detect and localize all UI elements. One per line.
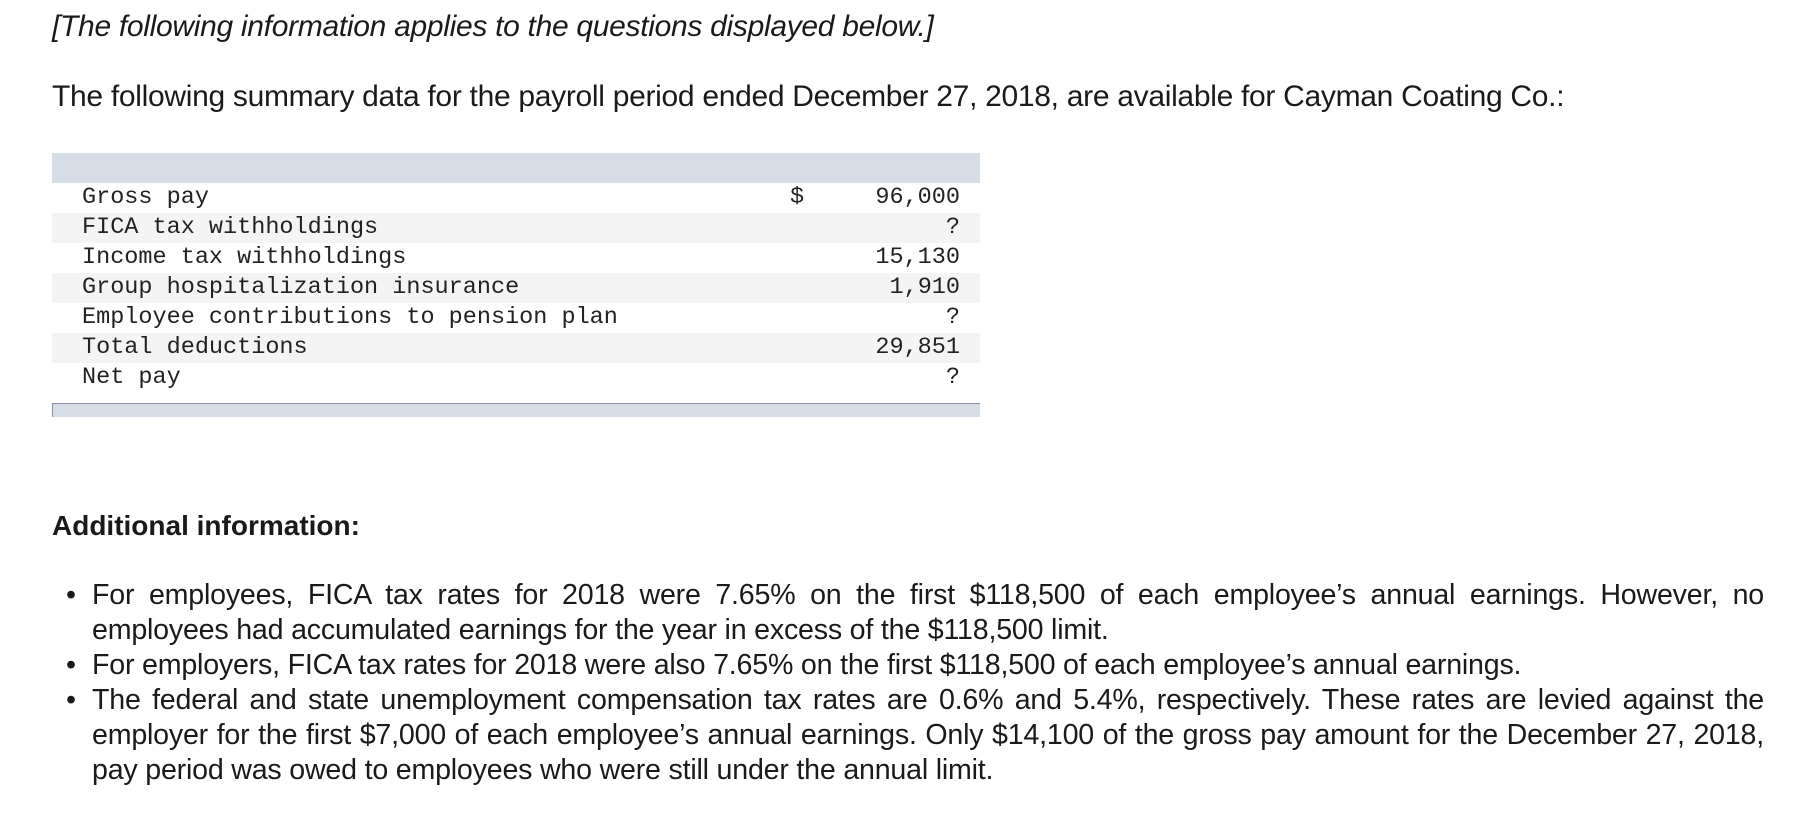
row-value: 29,851	[830, 333, 980, 363]
table-spacer-row	[52, 393, 980, 403]
list-item-text: For employers, FICA tax rates for 2018 were also 7.65% on the first $118,500 of each employee’s annual earnings.	[92, 649, 1522, 681]
row-label: Group hospitalization insurance	[52, 273, 790, 303]
row-label: Net pay	[82, 364, 181, 391]
instructions-note: [The following information applies to the questions displayed below.]	[52, 10, 934, 43]
table-row	[52, 333, 980, 363]
row-value: ?	[945, 364, 960, 391]
bullet-icon: •	[66, 579, 76, 611]
currency-symbol: $	[790, 184, 805, 211]
table-footer-bar	[52, 403, 980, 417]
table-row	[52, 243, 980, 273]
row-value: 96,000	[875, 184, 960, 211]
row-value: ?	[830, 213, 980, 243]
list-item	[52, 648, 1764, 683]
list-item	[52, 578, 1764, 648]
row-label: Income tax withholdings	[82, 244, 407, 271]
row-value: ?	[945, 304, 960, 331]
row-label: Employee contributions to pension plan	[82, 304, 618, 331]
table-row	[52, 303, 980, 333]
row-label: Gross pay	[82, 184, 209, 211]
list-item	[52, 683, 1764, 788]
row-label: Total deductions	[52, 333, 790, 363]
problem-intro: The following summary data for the payroll period ended December 27, 2018, are available for Cayman Coating Co.:	[52, 80, 1565, 113]
row-value: 1,910	[830, 273, 980, 303]
table-row	[52, 183, 980, 213]
row-value: 15,130	[875, 244, 960, 271]
payroll-summary-table	[52, 153, 980, 417]
additional-info-list	[52, 578, 1764, 788]
row-label: FICA tax withholdings	[52, 213, 790, 243]
table-row	[52, 273, 980, 303]
list-item-text: For employees, FICA tax rates for 2018 were 7.65% on the first $118,500 of each employee’s annual earnings. However, no employees had accumulated earnings for the year in excess of the $118,500 limit.	[92, 579, 1764, 646]
bullet-icon: •	[66, 649, 76, 681]
table-header-bar	[52, 153, 980, 183]
bullet-icon: •	[66, 684, 76, 716]
table-row	[52, 213, 980, 243]
additional-info-heading: Additional information:	[52, 510, 360, 541]
list-item-text: The federal and state unemployment compensation tax rates are 0.6% and 5.4%, respectively. These rates are levied against the employer for the first $7,000 of each employee’s annual earnings. Only $14,100 of the gross pay amount for the December 27, 2018, pay period was owed to employees who were still under the annual limit.	[92, 684, 1764, 786]
table-row	[52, 363, 980, 393]
payroll-data-table	[52, 183, 980, 403]
